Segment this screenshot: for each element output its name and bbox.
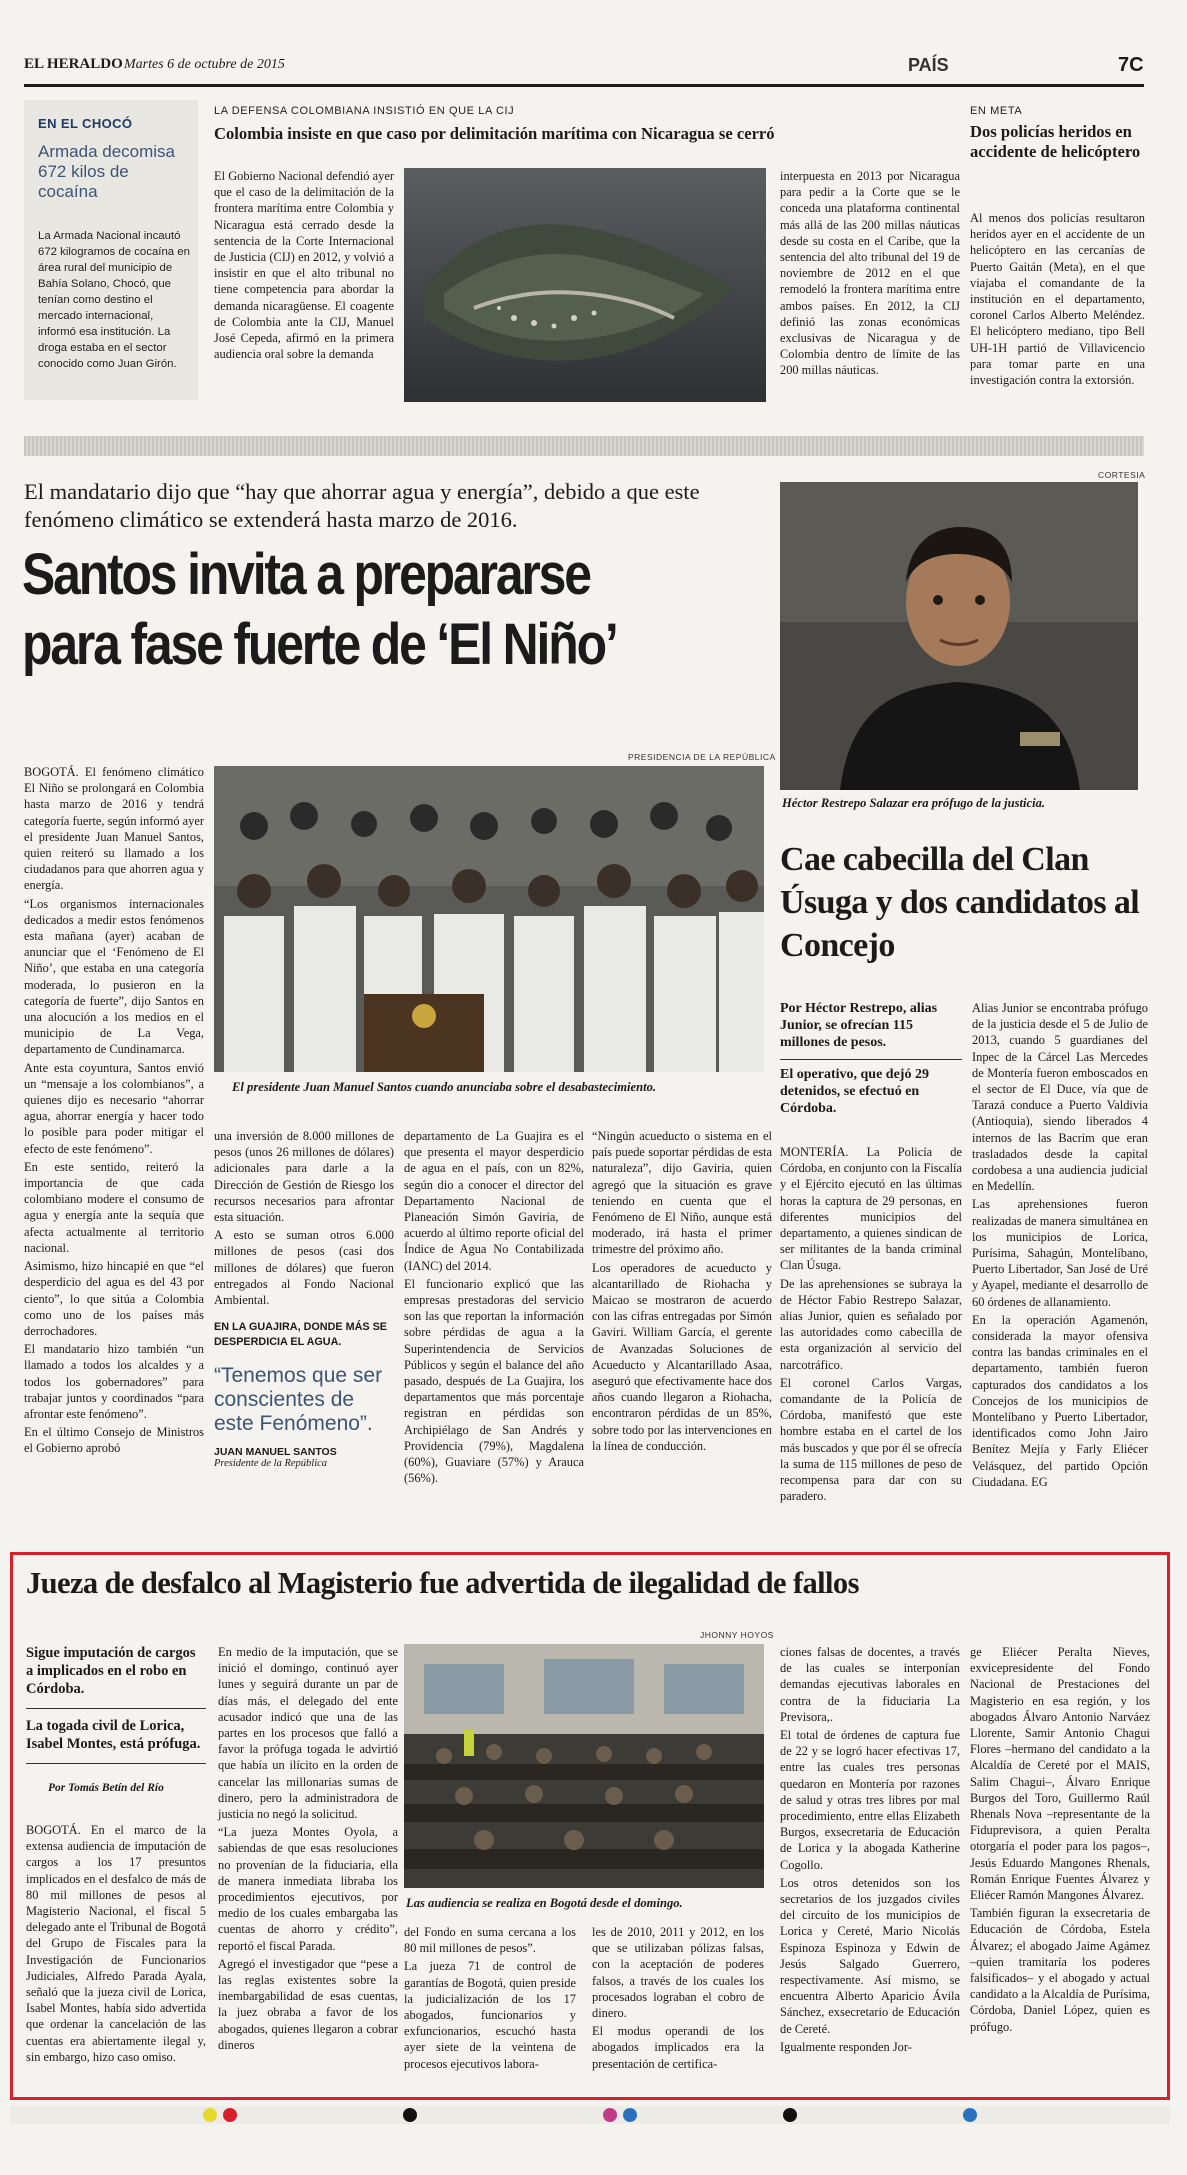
quote-author: JUAN MANUEL SANTOS [214, 1446, 337, 1459]
jueza-c5-p4: Igualmente responden Jor- [780, 2039, 912, 2054]
jueza-c5-p1: ciones falsas de docentes, a través de las cuales se interponían demandas ejecutivas laborales en contra de la fiduciaria La Previsora,. [780, 1645, 960, 1724]
usuga-col1 [780, 1144, 962, 1506]
nino-col2 [214, 1128, 394, 1469]
jueza-byline: Por Tomás Betín del Río [48, 1782, 164, 1794]
nino-c4-p2: Los operadores de acueducto y alcantarillado de Riohacha y Maicao se mostraron de acuerdo con las cifras entregadas por Simón Gaviri. William García, el gerente de Avanzadas Soluciones de Acueducto y Alcantarillado Asaa, aseguró que efectivamente hace dos años cuando llegaron a Riohacha, encontraron pérdidas de un 85%, sobre todo por las intervenciones en la línea de conducción. [592, 1260, 772, 1453]
nino-p1: BOGOTÁ. El fenómeno climático El Niño se prolongará en Colombia hasta marzo de 2016 y tendrá categoría fuerte, según informó ayer el presidente Juan Manuel Santos, quien reiteró su llamado a los ciudadanos para que ahorren agua y energía. [24, 765, 204, 893]
meta-kicker: EN META [970, 105, 1023, 117]
nino-c3-p1: departamento de La Guajira es el que presenta el mayor desperdicio de agua en el país, con un 82%, según dio a conocer el director del Departamento Nacional de Planeación Simón Gaviria, de acuerdo al último reporte oficial del Índice de Agua No Contabilizada (IANC) del 2014. [404, 1129, 584, 1273]
nino-p2: “Los organismos internacionales dedicados a medir estos fenómenos esta mañana (ayer) acaban de anunciar que el ‘Fenómeno de El Niño’, que estaba en una categoría moderada, lo pusieron en la categoría de fuerte”, dijo Santos en una alocución a los medios en el municipio de La Vega, departamento de Cundinamarca. [24, 896, 204, 1057]
usuga-p2: De las aprehensiones se subraya la de Héctor Fabio Restrepo Salazar, alias Junior, quien es señalado por las autoridades como cabecilla de esta organización al servicio del narcotráfico. [780, 1276, 962, 1372]
choco-title: Armada decomisa 672 kilos de cocaína [38, 142, 176, 201]
nino-photo-credit: PRESIDENCIA DE LA REPÚBLICA [628, 752, 776, 762]
jueza-col4 [592, 1924, 764, 2074]
nino-p7: En el último Consejo de Ministros el Gobierno aprobó [24, 1425, 204, 1456]
usuga-sub1: Por Héctor Restrepo, alias Junior, se ofrecían 115 millones de pesos. [780, 1000, 962, 1060]
nino-p4: En este sentido, reiteró la importancia de que cada colombiano modere el consumo de agua y energía ante la sequía que afecta actualmente al territorio nacional. [24, 1159, 204, 1255]
jueza-c6-p2: También figuran la exsecretaria de Educación de Córdoba, Estela Álvarez; el abogado Jaime Agámez –quien tramitaría los poderes falsificados– y el abogado y actual candidato a la Alcaldía de Purísima, Córdoba, Daniel López, quien es prófugo. [970, 1906, 1150, 2034]
nino-pull-quote: “Tenemos que ser conscientes de este Fenómeno”. [214, 1364, 383, 1436]
nino-c2-p1: una inversión de 8.000 millones de pesos (unos 26 millones de dólares) adicionales para darle a la Dirección de Gestión de Riesgo los recursos necesarios para afrontar esta situación. [214, 1129, 394, 1225]
nino-c4-p1: “Ningún acueducto o sistema en el país puede soportar pérdidas de esta naturaleza”, dijo Gaviria, quien agregó que la situación es grave teniendo en cuenta que el Fenómeno de El Niño, aunque está moderado, irá hasta el primer trimestre del próximo año. [592, 1129, 772, 1257]
jueza-c5-p2: El total de órdenes de captura fue de 22 y se logró hacer efectivas 17, entre las cuales tres personas quedaron en Montería por razones de salud y otras tres libres por mal procedimiento, entre ellas Elizabeth Burgos, exsecretaria de Educación de Lorica y la abogada Katherine Cogollo. [780, 1728, 960, 1872]
meta-body: Al menos dos policías resultaron heridos ayer en el accidente de un helicóptero en las cercanías de Puerto Gaitán (Meta), en el que viajaba el comandante de la institución en el departamento, coronel Carlos Alberto Meléndez. El helicóptero mediano, tipo Bell UH-1H partió de Villavicencio para tomar parte en una investigación contra la extorsión. [970, 211, 1145, 388]
suspect-photo [780, 482, 1138, 790]
jueza-c2-p1: En medio de la imputación, que se inició el domingo, continuó ayer lunes y seguirá durante un par de días más, el delegado del ente acusador indicó que una de las partes en los procesos que falló a favor la prófuga togada le advirtió que había un ilícito en la orden de cancelar las millonarias sumas de dinero, pero la administradora de justicia no negó la solicitud. [218, 1645, 398, 1822]
jueza-c5-p3: Los otros detenidos son los secretarios de los juzgados civiles del circuito de los municipios de Lorica y Cereté, Mario Nicolás Espinoza Espinoza y Edwin de Jesús Salgado Guerrero, respectivamente. Así mismo, se encuentra Alberto Aparicio Ávila Sánchez, exsecretario de Educación de Cereté. [780, 1875, 960, 2036]
jueza-col2 [218, 1644, 398, 2055]
jueza-c6-p1: ge Eliécer Peralta Nieves, exvicepresidente del Fondo Nacional de Prestaciones del Magisterio en esa región, y los abogados Álvaro Antonio Narváez Llorente, Samir Antonio Chagui Flores –hermano del candidato a la Alcaldía de Cereté por el MAIS, Salim Chagui–, Álvaro Enrique Burgos del Toro, Guillermo Raúl Rhenals Nova –representante de la Fiduprevisora, a quien Peralta otorgaría el poder para los pagos–, Jesús Eduardo Mangones Rhenals, Román Enrique Fuentes Álvarez y Eliécer Ramón Mangones Álvarez. [970, 1645, 1150, 1903]
nino-c3-p2: El funcionario explicó que las empresas prestadoras del servicio son las que reportan la información sobre pérdidas de agua a la Superintendencia de Servicios Públicos y según el balance del año pasado, después de La Guajira, los departamentos que más porcentaje registran en pérdidas son Archipiélago de San Andrés y Providencia (79%), Magdalena (60%), Guaviare (57%) y Arauca (56%). [404, 1276, 584, 1486]
jueza-col6 [970, 1644, 1150, 2037]
jueza-col1 [26, 1822, 206, 2067]
choco-body: La Armada Nacional incautó 672 kilogramos de cocaína en área rural del municipio de Bahía Solano, Chocó, que tenían como destino el mercado internacional, informó esa institución. La droga estaba en el sector conocido como Juan Girón. [38, 230, 190, 370]
nino-headline-line1: Santos invita a prepararse [22, 542, 590, 607]
usuga-photo-caption: Héctor Restrepo Salazar era prófugo de la justicia. [782, 796, 1046, 810]
nino-c2-p2: A esto se suman otros 6.000 millones de pesos (casi dos millones de dólares) que fueron entregados al Fondo Nacional Ambiental. [214, 1228, 394, 1308]
nino-headline [22, 540, 792, 680]
nino-subhead: EN LA GUAJIRA, DONDE MÁS SE DESPERDICIA EL AGUA. [214, 1321, 387, 1349]
usuga-c2-p3: En la operación Agamenón, considerada la mayor ofensiva contra las bandas criminales en el departamento, también fueron capturados dos candidatos a los Concejos de los municipios de Montelíbano y Puerto Libertador, identificados como John Jairo Benítez Mejía y Farly Eliécer Velásquez, del partido Opción Ciudadana. EG [972, 1312, 1148, 1489]
jueza-c2-p3: Agregó el investigador que “pese a las reglas existentes sobre la inembargabilidad de esas cuentas, la juez obraba a favor de los abogados, quienes llegaron a cobrar dineros [218, 1956, 398, 2052]
usuga-p1: MONTERÍA. La Policía de Córdoba, en conjunto con la Fiscalía y el Ejército ejecutó en las últimas horas la captura de 29 personas, en diferentes municipios del departamento, a quienes sindican de ser militantes de la banda criminal Clan Úsuga. [780, 1145, 962, 1273]
jueza-sub1: Sigue imputación de cargos a implicados en el robo en Córdoba. [26, 1644, 206, 1709]
cij-col2: interpuesta en 2013 por Nicaragua para pedir a la Corte que se le conceda una plataforma continental más allá de las 200 millas náuticas desde su costa en el Caribe, que la sentencia del alto tribunal del 19 de noviembre de 2012 en el que remodeló la frontera marítima entre ambos países. En 2012, la CIJ definió las zonas económicas exclusivas de Nicaragua y de Colombia dentro de límite de las 200 millas náuticas. [780, 169, 960, 378]
cij-col1: El Gobierno Nacional defendió ayer que el caso de la delimitación de la frontera marítima entre Colombia y Nicaragua está cerrado desde la sentencia de la Corte Internacional de Justicia (CIJ) en 2012, y volvió a insistir en que el alto tribunal no tiene competencia para abordar la demanda nicaragüense. El coagente de Colombia ante la CIJ, Manuel José Cepeda, afirmó en la primera audiencia oral sobre la demanda [214, 169, 394, 362]
masthead [24, 54, 1144, 80]
jueza-col3 [404, 1924, 576, 2074]
page-number: 7C [1118, 54, 1144, 76]
jueza-c3-p1: del Fondo en suma cercana a los 80 mil millones de pesos”. [404, 1925, 576, 1956]
nino-p6: El mandatario hizo también “un llamado a todos los alcaldes y a todos los gobernadores” para trabajar juntos y coordinados “para afrontar este fenómeno”. [24, 1342, 204, 1421]
jueza-col5 [780, 1644, 960, 2057]
usuga-photo-credit: CORTESIA [1098, 470, 1146, 480]
nino-deck: El mandatario dijo que “hay que ahorrar agua y energía”, debido a que este fenómeno climático se extenderá hasta marzo de 2016. [24, 479, 700, 532]
cij-kicker-text: LA DEFENSA COLOMBIANA INSISTIÓ EN QUE LA CIJ [214, 105, 515, 117]
jueza-c2-p2: “La jueza Montes Oyola, a sabiendas de que esas resoluciones no provenían de la fiduciaria, ella de manera inmediata libraba los procedimientos ejecutivos, por medio de los cuales embargaba las cuentas de ahorro y crédito”, reportó el fiscal Parada. [218, 1825, 398, 1953]
jueza-photo-caption: Las audiencia se realiza en Bogotá desde el domingo. [406, 1896, 683, 1910]
jueza-c4-p1: les de 2010, 2011 y 2012, en los que se utilizaban pólizas falsas, con la aceptación de poderes falsos, a través de los cuales los procesados lograban el cobro de dinero. [592, 1925, 764, 2021]
jueza-p1: BOGOTÁ. En el marco de la extensa audiencia de imputación de cargos a los 17 presuntos implicados en el desfalco de más de 80 mil millones de pesos al Magisterio Nacional, el fiscal 5 delegado ante el Tribunal de Bogotá del Grupo de Fiscales para la Investigación de Funcionarios Judiciales, Alfredo Parada Ayala, señaló que la jueza civil de Lorica, Isabel Montes, había sido advertida que ordenar la cancelación de las cuentas era abiertamente ilegal y, sin embargo, hizo caso omiso. [26, 1823, 206, 2064]
cij-headline: Colombia insiste en que caso por delimitación marítima con Nicaragua se cerró [214, 124, 775, 143]
courtroom-photo [404, 1644, 764, 1888]
issue-date: Martes 6 de octubre de 2015 [124, 57, 285, 72]
usuga-subheads [780, 1000, 962, 1117]
jueza-c4-p2: El modus operandi de los abogados implicados era la presentación de certifica- [592, 2024, 764, 2071]
nino-col4 [592, 1128, 772, 1456]
cij-island-photo [404, 168, 766, 402]
nino-p5: Asimismo, hizo hincapié en que “el desperdicio del agua es del 43 por ciento”, lo que sitúa a Colombia como uno de los países más derrochadores. [24, 1259, 204, 1338]
section-name: PAÍS [908, 55, 949, 75]
usuga-col2 [972, 1000, 1148, 1492]
nino-headline-line2: para fase fuerte de ‘El Niño’ [22, 612, 617, 677]
meta-headline: Dos policías heridos en accidente de helicóptero [970, 122, 1141, 161]
paper-name: EL HERALDO [24, 56, 123, 72]
usuga-headline: Cae cabecilla del Clan Úsuga y dos candidatos al Concejo [780, 841, 1140, 964]
nino-col3 [404, 1128, 584, 1488]
usuga-sub2: El operativo, que dejó 29 detenidos, se efectuó en Córdoba. [780, 1067, 929, 1116]
nino-p3: Ante esta coyuntura, Santos envió un “mensaje a los colombianos”, a quienes dijo es necesario “ahorrar agua, ahorrar energía y hacer todo lo posible para poder mitigar el efecto de este fenómeno”. [24, 1060, 204, 1156]
choco-box [24, 100, 198, 400]
choco-kicker: EN EL CHOCÓ [38, 116, 133, 131]
jueza-sub2: La togada civil de Lorica, Isabel Montes, está prófuga. [26, 1709, 206, 1764]
header-rule [24, 84, 1144, 87]
nino-col1 [24, 764, 204, 1459]
registration-strip [10, 2106, 1170, 2124]
jueza-photo-credit: JHONNY HOYOS [700, 1630, 774, 1640]
section-band [24, 436, 1144, 456]
jueza-c3-p2: La jueza 71 de control de garantías de Bogotá, quien preside la judicialización de los 17 abogados, funcionarios y exfuncionarios, escuchó hasta ayer siete de la veintena de procesos ejecutivos labora- [404, 1959, 576, 2071]
jueza-headline: Jueza de desfalco al Magisterio fue advertida de ilegalidad de fallos [26, 1566, 859, 1600]
santos-press-photo [214, 766, 764, 1072]
usuga-c2-p1: Alias Junior se encontraba prófugo de la justicia desde el 5 de Julio de 2013, cuando 5 guardianes del Inpec de la Cárcel Las Mercedes de Montería fueron emboscados en el sector de El Duce, vía que de Tarazá conduce a Puerto Valdivia (Antioquia), siendo liberados 4 internos de las Bacrim que eran trasladados desde la capital cordobesa a una audiencia judicial en Medellín. [972, 1001, 1148, 1194]
usuga-p3: El coronel Carlos Vargas, comandante de la Policía de Córdoba, manifestó que este hombre estaba en el cartel de los más buscados y que por él se ofrecía la suma de 115 millones de peso de recompensa para dar con su paradero. [780, 1375, 962, 1504]
jueza-subheads [26, 1644, 206, 1794]
quote-role: Presidente de la República [214, 1458, 328, 1470]
nino-photo-caption: El presidente Juan Manuel Santos cuando anunciaba sobre el desabastecimiento. [232, 1080, 657, 1094]
usuga-c2-p2: Las aprehensiones fueron realizadas de manera simultánea en los municipios de Lorica, Purísima, Sahagún, Montelíbano, Puerto Libertador, San José de Uré y Ayapel, mediante el desarrollo de 60 órdenes de allanamiento. [972, 1197, 1148, 1309]
